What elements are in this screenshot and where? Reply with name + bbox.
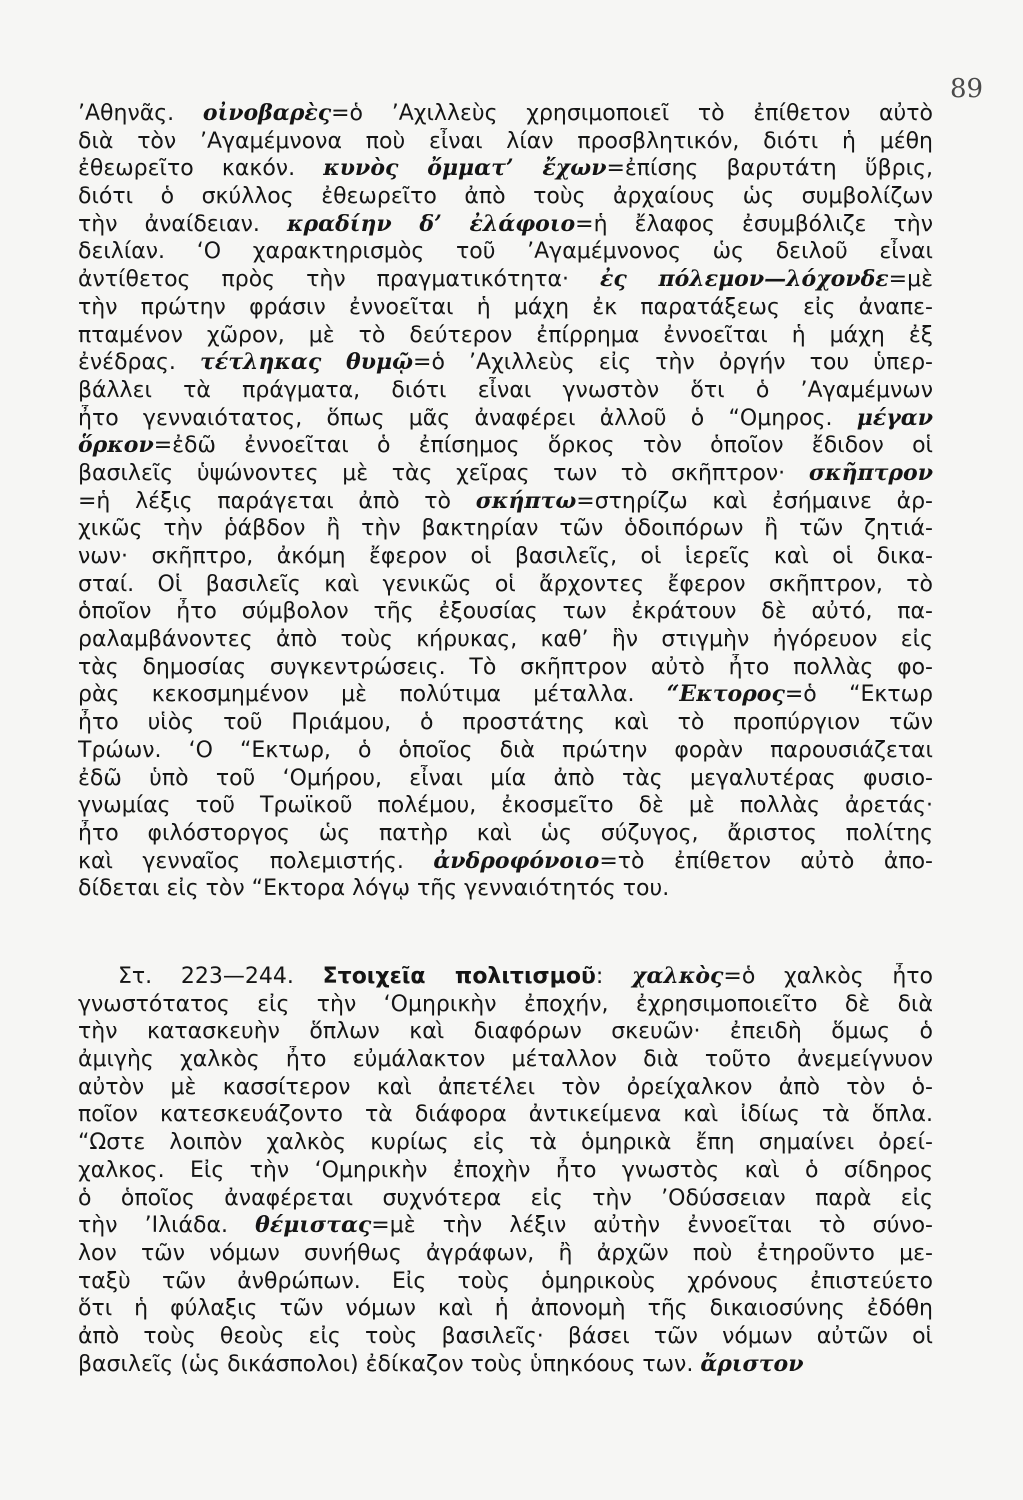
text-run: χικῶς τὴν ῥάβδον ἢ τὴν βακτηρίαν τῶν ὁδοιπόρων ἢ τῶν ζητιά- [78,516,933,542]
lemma-term: θέμιστας [255,1212,372,1239]
text-run: =ὁ ’Αχιλλεὺς εἰς τὴν ὀργήν του ὑπερ- [413,350,933,376]
text-line [78,1323,933,1351]
text-run: πταμένον χῶρον, μὲ τὸ δεύτερον ἐπίρρημα ἐννοεῖται ἡ μάχη ἐξ [78,322,933,348]
commentary-paragraph-2 [78,963,933,1378]
text-run: νων· σκῆπτρο, ἀκόμη ἔφερον οἱ βασιλεῖς, οἱ ἱερεῖς καὶ οἱ δικα- [78,544,933,569]
text-line [78,820,933,848]
text-run: Τρώων. ‘Ο “Εκτωρ, ὁ ὁποῖος διὰ πρώτην φορὰν παρουσιάζεται [78,737,933,763]
text-run: =ἡ λέξις παράγεται ἀπὸ τὸ [78,488,476,514]
text-run: διότι ὁ σκύλλος ἐθεωρεῖτο ἀπὸ τοὺς ἀρχαίους ὡς συμβολίζων [78,184,933,210]
text-line [78,991,933,1019]
text-run: =ὁ χαλκὸς ἦτο [723,964,933,989]
text-run: δίδεται εἰς τὸν “Εκτορα λόγῳ τῆς γενναιότητός του. [78,876,670,902]
text-run: =ἐδῶ ἐννοεῖται ὁ ἐπίσημος ὅρκος τὸν ὁποῖον ἔδιδον οἱ [153,433,933,459]
text-run: τὴν κατασκευὴν ὅπλων καὶ διαφόρων σκευῶν· ἐπειδὴ ὅμως ὁ [78,1019,933,1045]
text-run: Στ. 223—244. [118,964,323,989]
text-run: ὁποῖον ἦτο σύμβολον τῆς ἐξουσίας των ἐκράτουν δὲ αὐτό, πα- [78,599,933,625]
text-line [78,792,933,820]
text-line [78,681,933,709]
text-run: “Ωστε λοιπὸν χαλκὸς κυρίως εἰς τὰ ὁμηρικὰ ἔπη σημαίνει ὀρεί- [78,1130,933,1156]
text-run: δειλίαν. ‘Ο χαρακτηρισμὸς τοῦ ’Αγαμέμνονος ὡς δειλοῦ εἶναι [78,239,933,265]
lemma-term: οἰνοβαρὲς [202,100,332,126]
lemma-term: σκῆπτρον [808,459,933,486]
text-run: ἀμιγὴς χαλκὸς ἦτο εὐμάλακτον μέταλλον διὰ τοῦτο ἀνεμείγνυον [78,1047,933,1073]
text-run: αὐτὸν μὲ κασσίτερον καὶ ἀπετέλει τὸν ὀρείχαλκον ἀπὸ τὸν ὁ- [78,1074,933,1100]
text-run: καὶ γενναῖος πολεμιστής. [78,848,434,874]
text-run: ἦτο φιλόστοργος ὡς πατὴρ καὶ ὡς σύζυγος, ἄριστος πολίτης [78,820,933,846]
lemma-term: ἀνδροφόνοιο [433,847,600,874]
text-line [78,1129,933,1157]
text-run: τὴν πρώτην φράσιν ἐννοεῖται ἡ μάχη ἐκ παρατάξεως εἰς ἀναπε- [78,294,933,320]
text-line [78,100,933,128]
lemma-term: “Εκτορος [666,681,785,708]
text-line [78,737,933,765]
lemma-term: κραδίην δ’ ἐλάφοιο [287,210,576,237]
text-line [78,460,933,488]
text-line [78,128,933,156]
text-line [78,875,933,903]
text-run: ρὰς κεκοσμημένον μὲ πολύτιμα μέταλλα. [78,682,667,708]
text-run: =μὲ [888,267,933,293]
text-run: τὴν ἀναίδειαν. [78,211,288,237]
text-line [78,488,933,516]
text-line [78,1268,933,1296]
text-run: χαλκος. Εἰς τὴν ‘Ομηρικὴν ἐποχὴν ἦτο γνωστὸς καὶ ὁ σίδηρος [78,1157,933,1183]
text-run: ἀπὸ τοὺς θεοὺς εἰς τοὺς βασιλεῖς· βάσει τῶν νόμων αὐτῶν οἱ [78,1323,933,1349]
text-run: : [595,964,633,989]
text-run: βασιλεῖς ὑψώνοντες μὲ τὰς χεῖρας των τὸ σκῆπτρον· [78,460,809,486]
text-run: τὰς δημοσίας συγκεντρώσεις. Τὸ σκῆπτρον αὐτὸ ἦτο πολλὰς φο- [78,654,933,680]
text-run: ραλαμβάνοντες ἀπὸ τοὺς κήρυκας, καθ’ ἣν στιγμὴν ἠγόρευον εἰς [78,627,933,653]
text-run: ἐνέδρας. [78,350,201,376]
commentary-paragraph-1 [78,100,933,903]
text-line [78,571,933,599]
text-line [78,266,933,294]
text-line [78,1240,933,1268]
section-heading: Στοιχεῖα πολιτισμοῦ [322,964,596,989]
text-run: βασιλεῖς (ὡς δικάσπολοι) ἐδίκαζον τοὺς ὑπηκόους των. [78,1351,701,1377]
text-line [78,322,933,350]
text-run: ἀντίθετος πρὸς τὴν πραγματικότητα· [78,267,600,293]
text-line [78,211,933,239]
text-run: διὰ τὸν ’Αγαμέμνονα ποὺ εἶναι λίαν προσβλητικόν, διότι ἡ μέθη [78,128,933,154]
text-run: ὅτι ἡ φύλαξις τῶν νόμων καὶ ἡ ἀπονομὴ τῆς δικαιοσύνης ἐδόθη [78,1296,933,1322]
lemma-term: ἐς πόλεμον—λόχονδε [600,266,889,293]
text-line [78,654,933,682]
text-line [78,543,933,571]
text-line [78,1074,933,1102]
lemma-term: μέγαν [856,404,933,431]
text-run: ἦτο υἱὸς τοῦ Πριάμου, ὁ προστάτης καὶ τὸ προπύργιον τῶν [78,710,933,736]
text-run: =ἐπίσης βαρυτάτη ὕβρις, [606,156,933,182]
text-line [78,432,933,460]
text-line [78,238,933,266]
text-line [78,515,933,543]
text-line [78,1157,933,1185]
text-run: λον τῶν νόμων συνήθως ἀγράφων, ἢ ἀρχῶν ποὺ ἐτηροῦντο με- [78,1240,933,1266]
lemma-term: χαλκὸς [632,963,724,989]
text-line [78,377,933,405]
text-run: ποῖον κατεσκευάζοντο τὰ διάφορα ἀντικείμενα καὶ ἰδίως τὰ ὅπλα. [78,1102,933,1128]
text-line [78,848,933,876]
text-line [78,1101,933,1129]
text-run: ’Αθηνᾶς. [78,101,203,126]
text-run: γνωμίας τοῦ Τρωϊκοῦ πολέμου, ἐκοσμεῖτο δὲ μὲ πολλὰς ἀρετάς· [78,793,933,819]
lemma-term: τέτληκας θυμῷ [200,349,414,376]
text-run: =μὲ τὴν λέξιν αὐτὴν ἐννοεῖται τὸ σύνο- [371,1213,933,1239]
text-run: =ἡ ἔλαφος ἐσυμβόλιζε τὴν [575,211,933,237]
text-run: =ὁ ’Αχιλλεὺς χρησιμοποιεῖ τὸ ἐπίθετον αὐτὸ [331,101,933,126]
text-run: τὴν ’Ιλιάδα. [78,1213,256,1239]
text-line [78,1351,933,1379]
text-line [78,349,933,377]
text-line [78,709,933,737]
text-line [78,1295,933,1323]
text-line [78,155,933,183]
text-line [78,294,933,322]
text-line [78,1046,933,1074]
text-line [78,765,933,793]
text-run: =τὸ ἐπίθετον αὐτὸ ἀπο- [599,848,933,874]
lemma-term: ὅρκον [78,432,154,459]
text-run: ἐδῶ ὑπὸ τοῦ ‘Ομήρου, εἶναι μία ἀπὸ τὰς μεγαλυτέρας φυσιο- [78,765,933,791]
text-run: =ὁ “Εκτωρ [784,682,933,708]
text-line [78,1212,933,1240]
text-run: ὁ ὁποῖος ἀναφέρεται συχνότερα εἰς τὴν ’Οδύσσειαν παρὰ εἰς [78,1185,933,1211]
page-number: 89 [950,74,984,104]
text-run: βάλλει τὰ πράγματα, διότι εἶναι γνωστὸν ὅτι ὁ ’Αγαμέμνων [78,377,933,403]
text-run: ἐθεωρεῖτο κακόν. [78,156,324,182]
text-run: ταξὺ τῶν ἀνθρώπων. Εἰς τοὺς ὁμηρικοὺς χρόνους ἐπιστεύετο [78,1268,933,1294]
text-run: σταί. Οἱ βασιλεῖς καὶ γενικῶς οἱ ἄρχοντες ἔφερον σκῆπτρον, τὸ [78,571,933,597]
lemma-term: σκήπτω [475,487,577,514]
text-run: γνωστότατος εἰς τὴν ‘Ομηρικὴν ἐποχήν, ἐχρησιμοποιεῖτο δὲ διὰ [78,991,933,1017]
text-line [78,1185,933,1213]
text-line [78,626,933,654]
lemma-term: ἄριστον [700,1350,804,1377]
text-run: ἦτο γενναιότατος, ὅπως μᾶς ἀναφέρει ἀλλοῦ ὁ “Ομηρος. [78,405,857,431]
text-line [78,1018,933,1046]
lemma-term: κυνὸς ὄμματ’ ἔχων [323,155,607,182]
text-line [78,598,933,626]
text-line [78,405,933,433]
text-line [78,183,933,211]
text-line [78,963,933,991]
text-run: =στηρίζω καὶ ἐσήμαινε ἀρ- [576,488,933,514]
